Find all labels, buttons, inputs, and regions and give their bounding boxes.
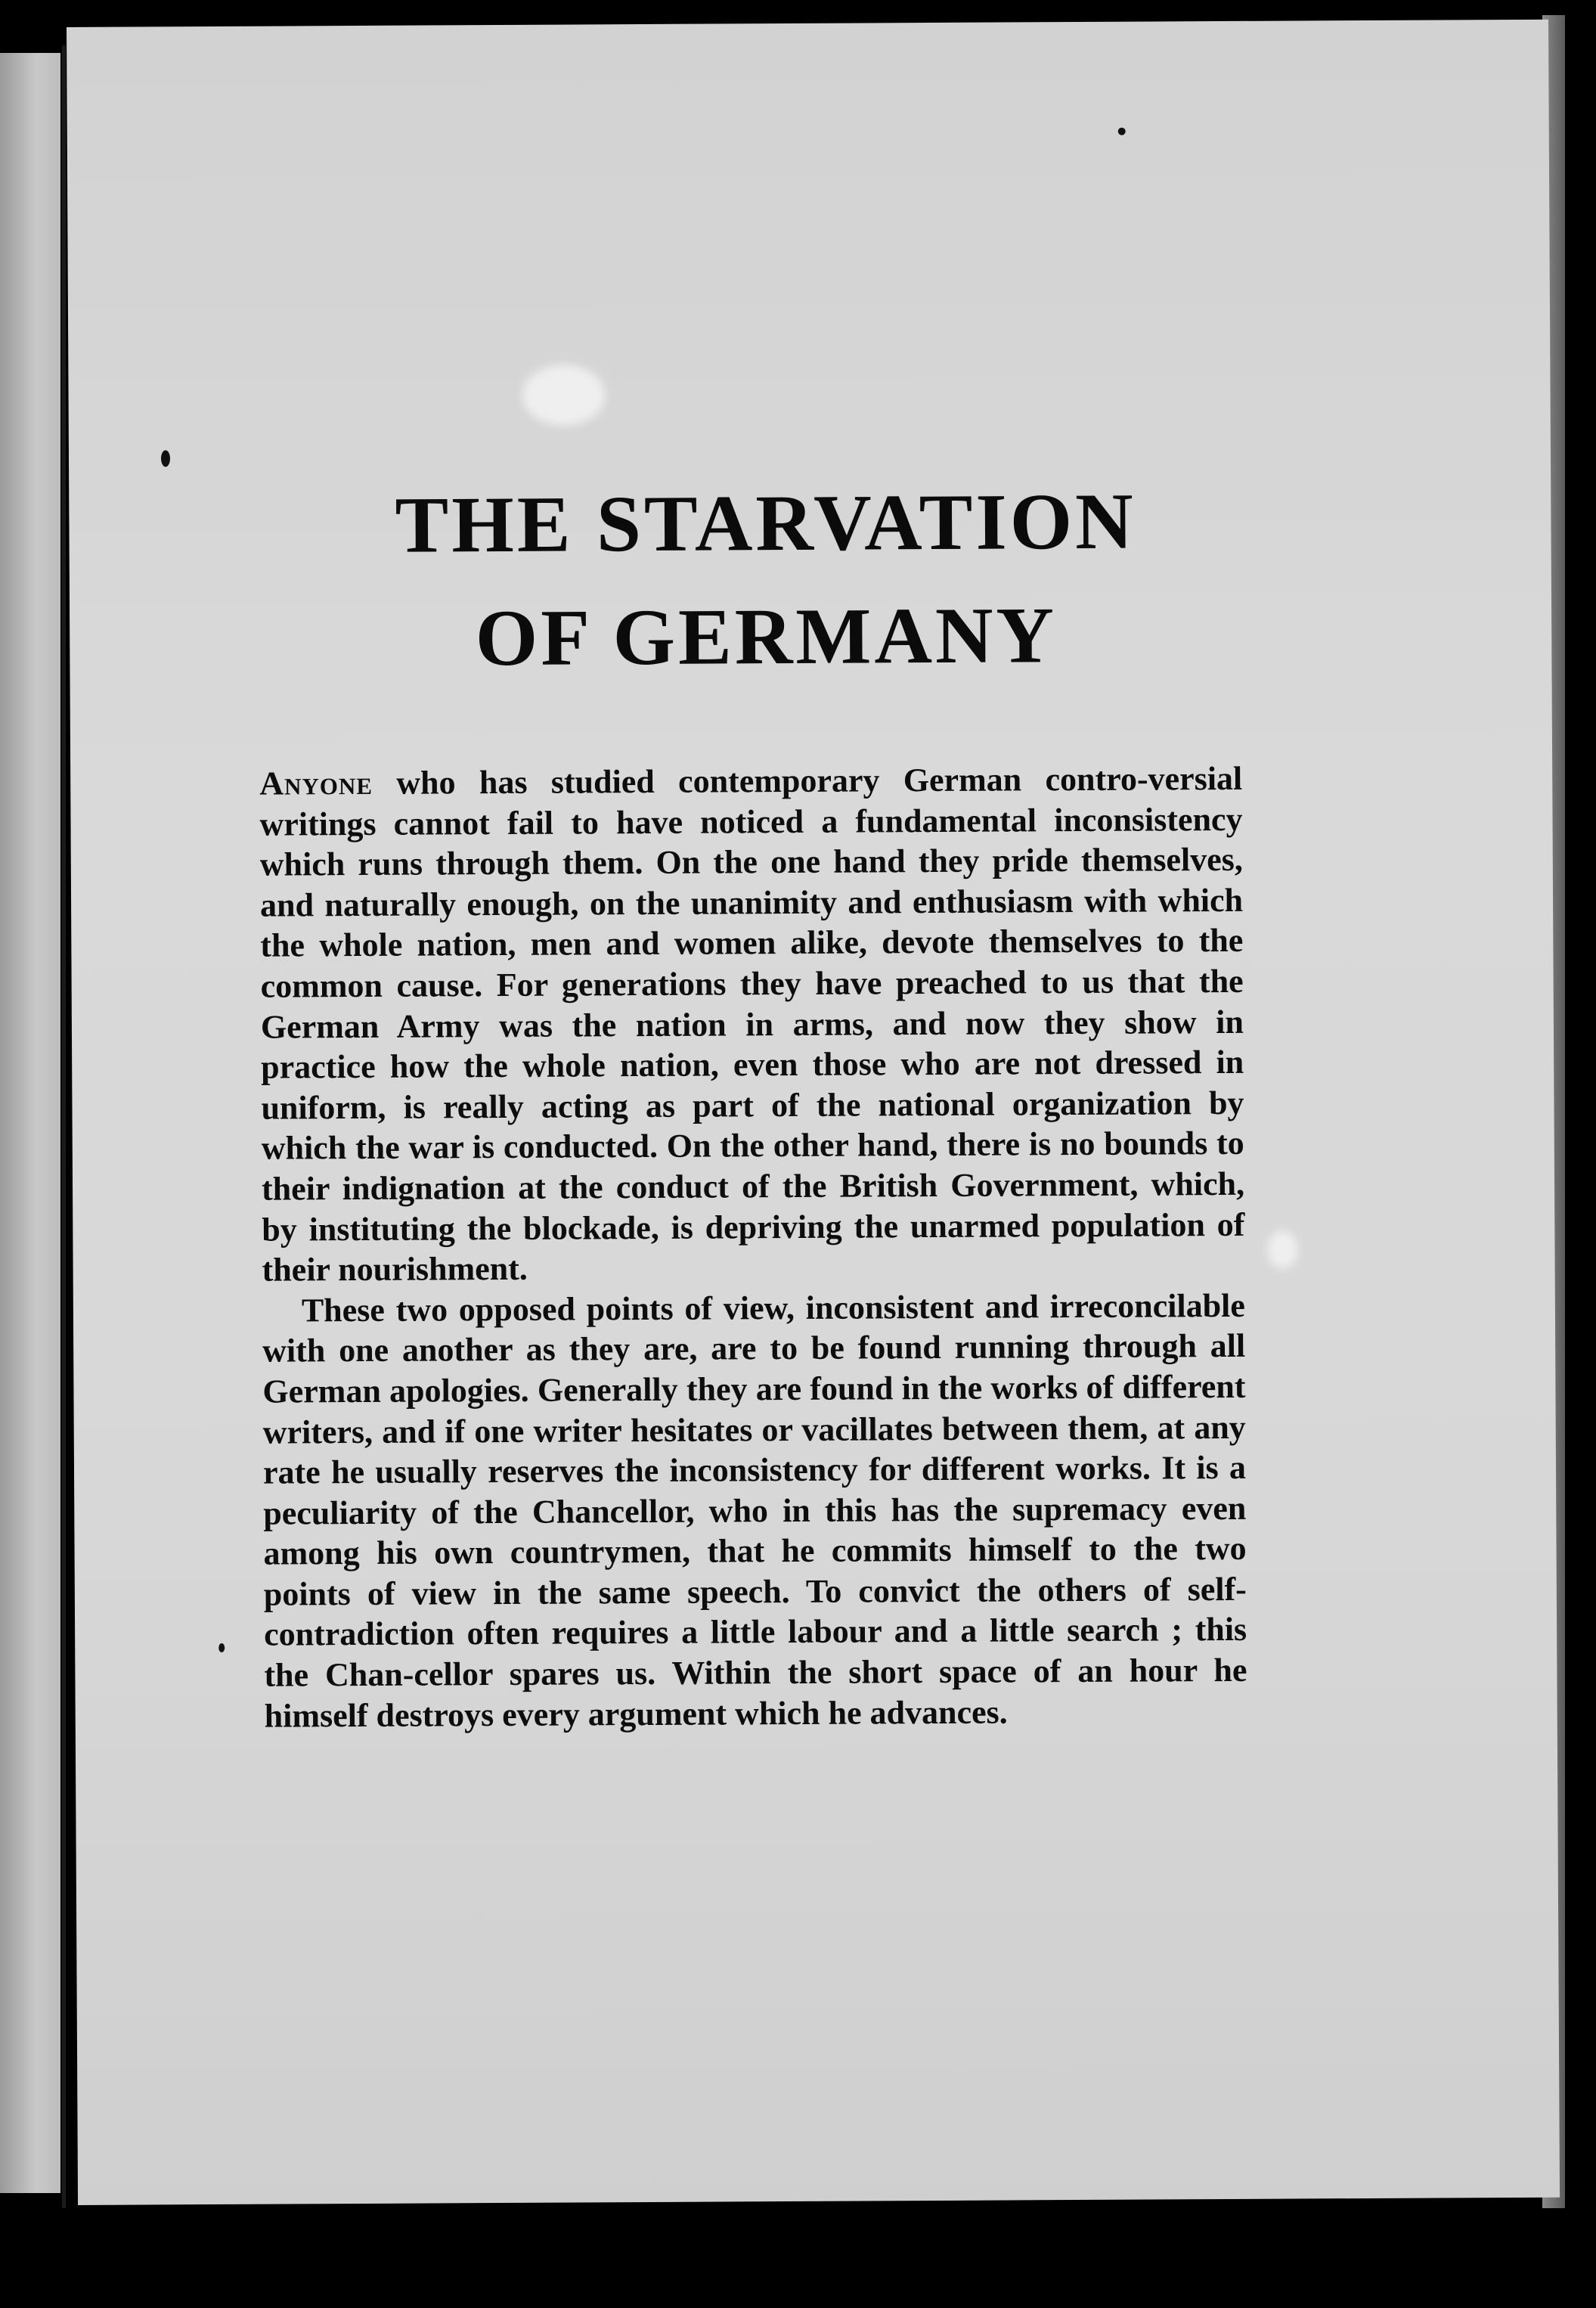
- body-text: [259, 758, 1247, 1736]
- page-title-line-2: OF GERMANY: [475, 591, 1058, 683]
- paragraph-2: These two opposed points of view, inconsistent and irreconcilable with one another as they are, are to be found running through all German apologies. Generally they are found in the works of different writers, and if one writer hesitates or vacillates between them, at any rate he usually reserves the inconsistency for different works. It is a peculiarity of the Chancellor, who in this has the supremacy even among his own countrymen, that he commits himself to the two points of view in the same speech. To convict the others of self-contradiction often requires a little labour and a little search ; this the Chan-cellor spares us. Within the short space of an hour he himself destroys every argument which he advances.: [262, 1286, 1247, 1735]
- scan-speck: [161, 450, 170, 467]
- scan-speck: [1118, 128, 1126, 135]
- paper-blotch: [522, 365, 605, 426]
- facing-page-edge: [0, 53, 60, 2193]
- paragraph-1-lead-word: Anyone: [259, 764, 373, 802]
- scan-speck: [218, 1643, 225, 1652]
- paper-blotch: [1267, 1230, 1297, 1268]
- page-title-line-1: THE STARVATION: [395, 476, 1136, 569]
- paragraph-1-text: who has studied contemporary German contro-versial writings cannot fail to have noticed a fundamental inconsistency which runs through them. On the one hand they pride themselves, and naturally enough, on the unanimity and enthusiasm with which the whole nation, men and women alike, devote themselves to the common cause. For generations they have preached to us that the German Army was the nation in arms, and now they show in practice how the whole nation, even those who are not dressed in uniform, is really acting as part of the national organization by which the war is conducted. On the other hand, there is no bounds to their indignation at the conduct of the British Government, which, by instituting the blockade, is depriving the unarmed population of their nourishment.: [259, 759, 1245, 1289]
- book-page: [67, 20, 1560, 2205]
- paragraph-1: [259, 758, 1245, 1291]
- page-gutter: [62, 45, 66, 2208]
